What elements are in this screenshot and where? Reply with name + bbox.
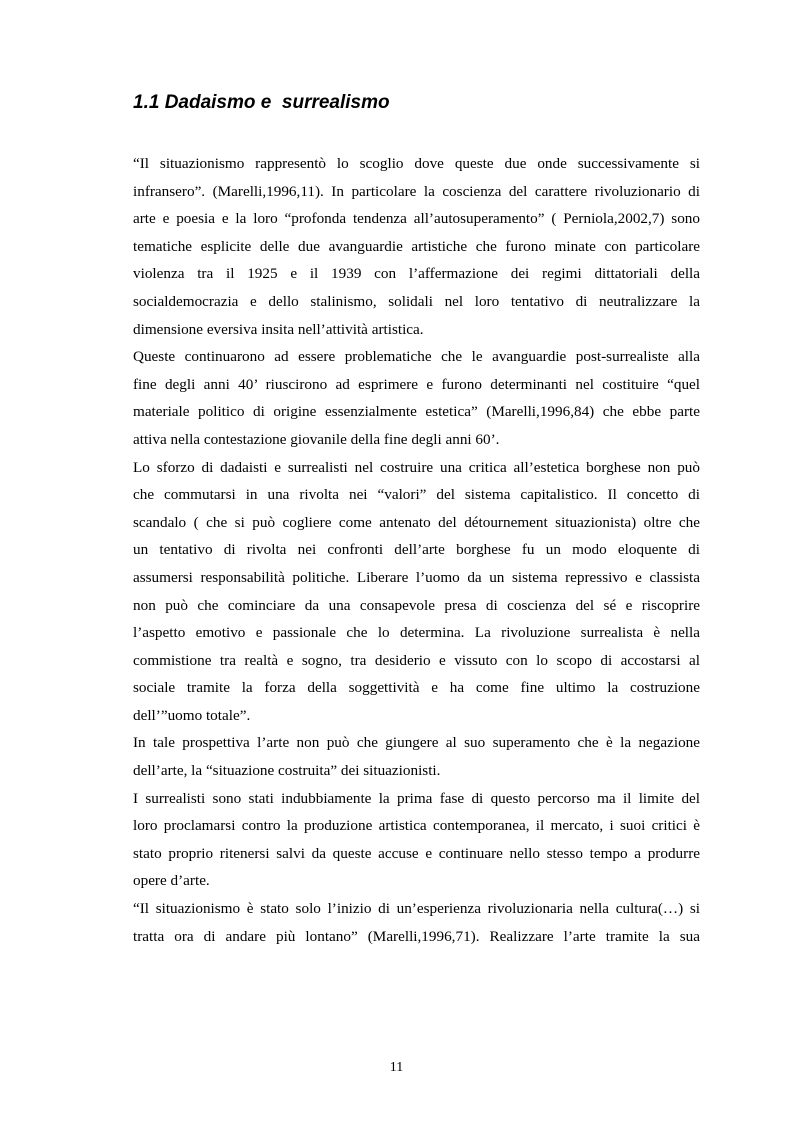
text-line: dell’arte, la “situazione costruita” dei situazionisti. [133,762,441,780]
text-line: arte e poesia e la loro “profonda tendenza all’autosuperamento” ( Perniola,2002,7) sono [133,210,700,228]
text-line: l’aspetto emotivo e passionale che lo determina. La rivoluzione surrealista è nella [133,624,700,642]
text-line: tematiche esplicite delle due avanguardie artistiche che furono minate con particolare [133,237,700,255]
text-line: sociale tramite la forza della soggettività e ha come fine ultimo la costruzione [133,679,700,697]
text-line: non può che cominciare da una consapevole presa di coscienza del sé e riscoprire [133,596,700,614]
text-line: opere d’arte. [133,872,210,890]
paragraph-4 [133,729,700,784]
paragraph-5 [133,785,700,895]
text-line: loro proclamarsi contro la produzione artistica contemporanea, il mercato, i suoi critici è [133,817,700,835]
text-line: infransero”. (Marelli,1996,11). In particolare la coscienza del carattere rivoluzionario di [133,182,700,200]
text-line: “Il situazionismo rappresentò lo scoglio dove queste due onde successivamente si [133,155,700,172]
text-line: scandalo ( che si può cogliere come antenato del détournement situazionista) oltre che [133,513,700,531]
paragraph-2 [133,343,700,453]
text-line: tratta ora di andare più lontano” (Marelli,1996,71). Realizzare l’arte tramite la sua [133,927,700,945]
text-line: un tentativo di rivolta nei confronti dell’arte borghese fu un modo eloquente di [133,541,700,559]
text-line: commistione tra realtà e sogno, tra desiderio e vissuto con lo scopo di accostarsi al [133,651,700,669]
body-text [133,150,700,950]
text-line: dell’”uomo totale”. [133,706,251,724]
text-line: Queste continuarono ad essere problematiche che le avanguardie post-surrealiste alla [133,348,700,366]
paragraph-3 [133,454,700,730]
text-line: “Il situazionismo è stato solo l’inizio di un’esperienza rivoluzionaria nella cultura(…) si [133,900,700,918]
paragraph-6 [133,895,700,950]
text-line: fine degli anni 40’ riuscirono ad esprimere e furono determinanti nel costituire “quel [133,375,700,393]
section-title: 1.1 Dadaismo e surrealismo [133,92,390,113]
text-line: assumersi responsabilità politiche. Liberare l’uomo da un sistema repressivo e classista [133,568,700,586]
text-line: socialdemocrazia e dello stalinismo, solidali nel loro tentativo di neutralizzare la [133,292,700,310]
text-line: materiale politico di origine essenzialmente estetica” (Marelli,1996,84) che ebbe parte [133,403,700,421]
page-number: 11 [389,1060,404,1075]
text-line: che commutarsi in una rivolta nei “valori” del sistema capitalistico. Il concetto di [133,486,700,504]
text-line: I surrealisti sono stati indubbiamente la prima fase di questo percorso ma il limite del [133,789,700,807]
text-line: violenza tra il 1925 e il 1939 con l’affermazione dei regimi dittatoriali della [133,265,700,283]
text-line: attiva nella contestazione giovanile della fine degli anni 60’. [133,430,500,448]
text-line: dimensione eversiva insita nell’attività artistica. [133,320,424,338]
text-line: Lo sforzo di dadaisti e surrealisti nel costruire una critica all’estetica borghese non può [133,458,700,476]
paragraph-1 [133,150,700,343]
text-line: stato proprio ritenersi salvi da queste accuse e continuare nello stesso tempo a produrre [133,844,700,862]
text-line: In tale prospettiva l’arte non può che giungere al suo superamento che è la negazione [133,734,700,752]
